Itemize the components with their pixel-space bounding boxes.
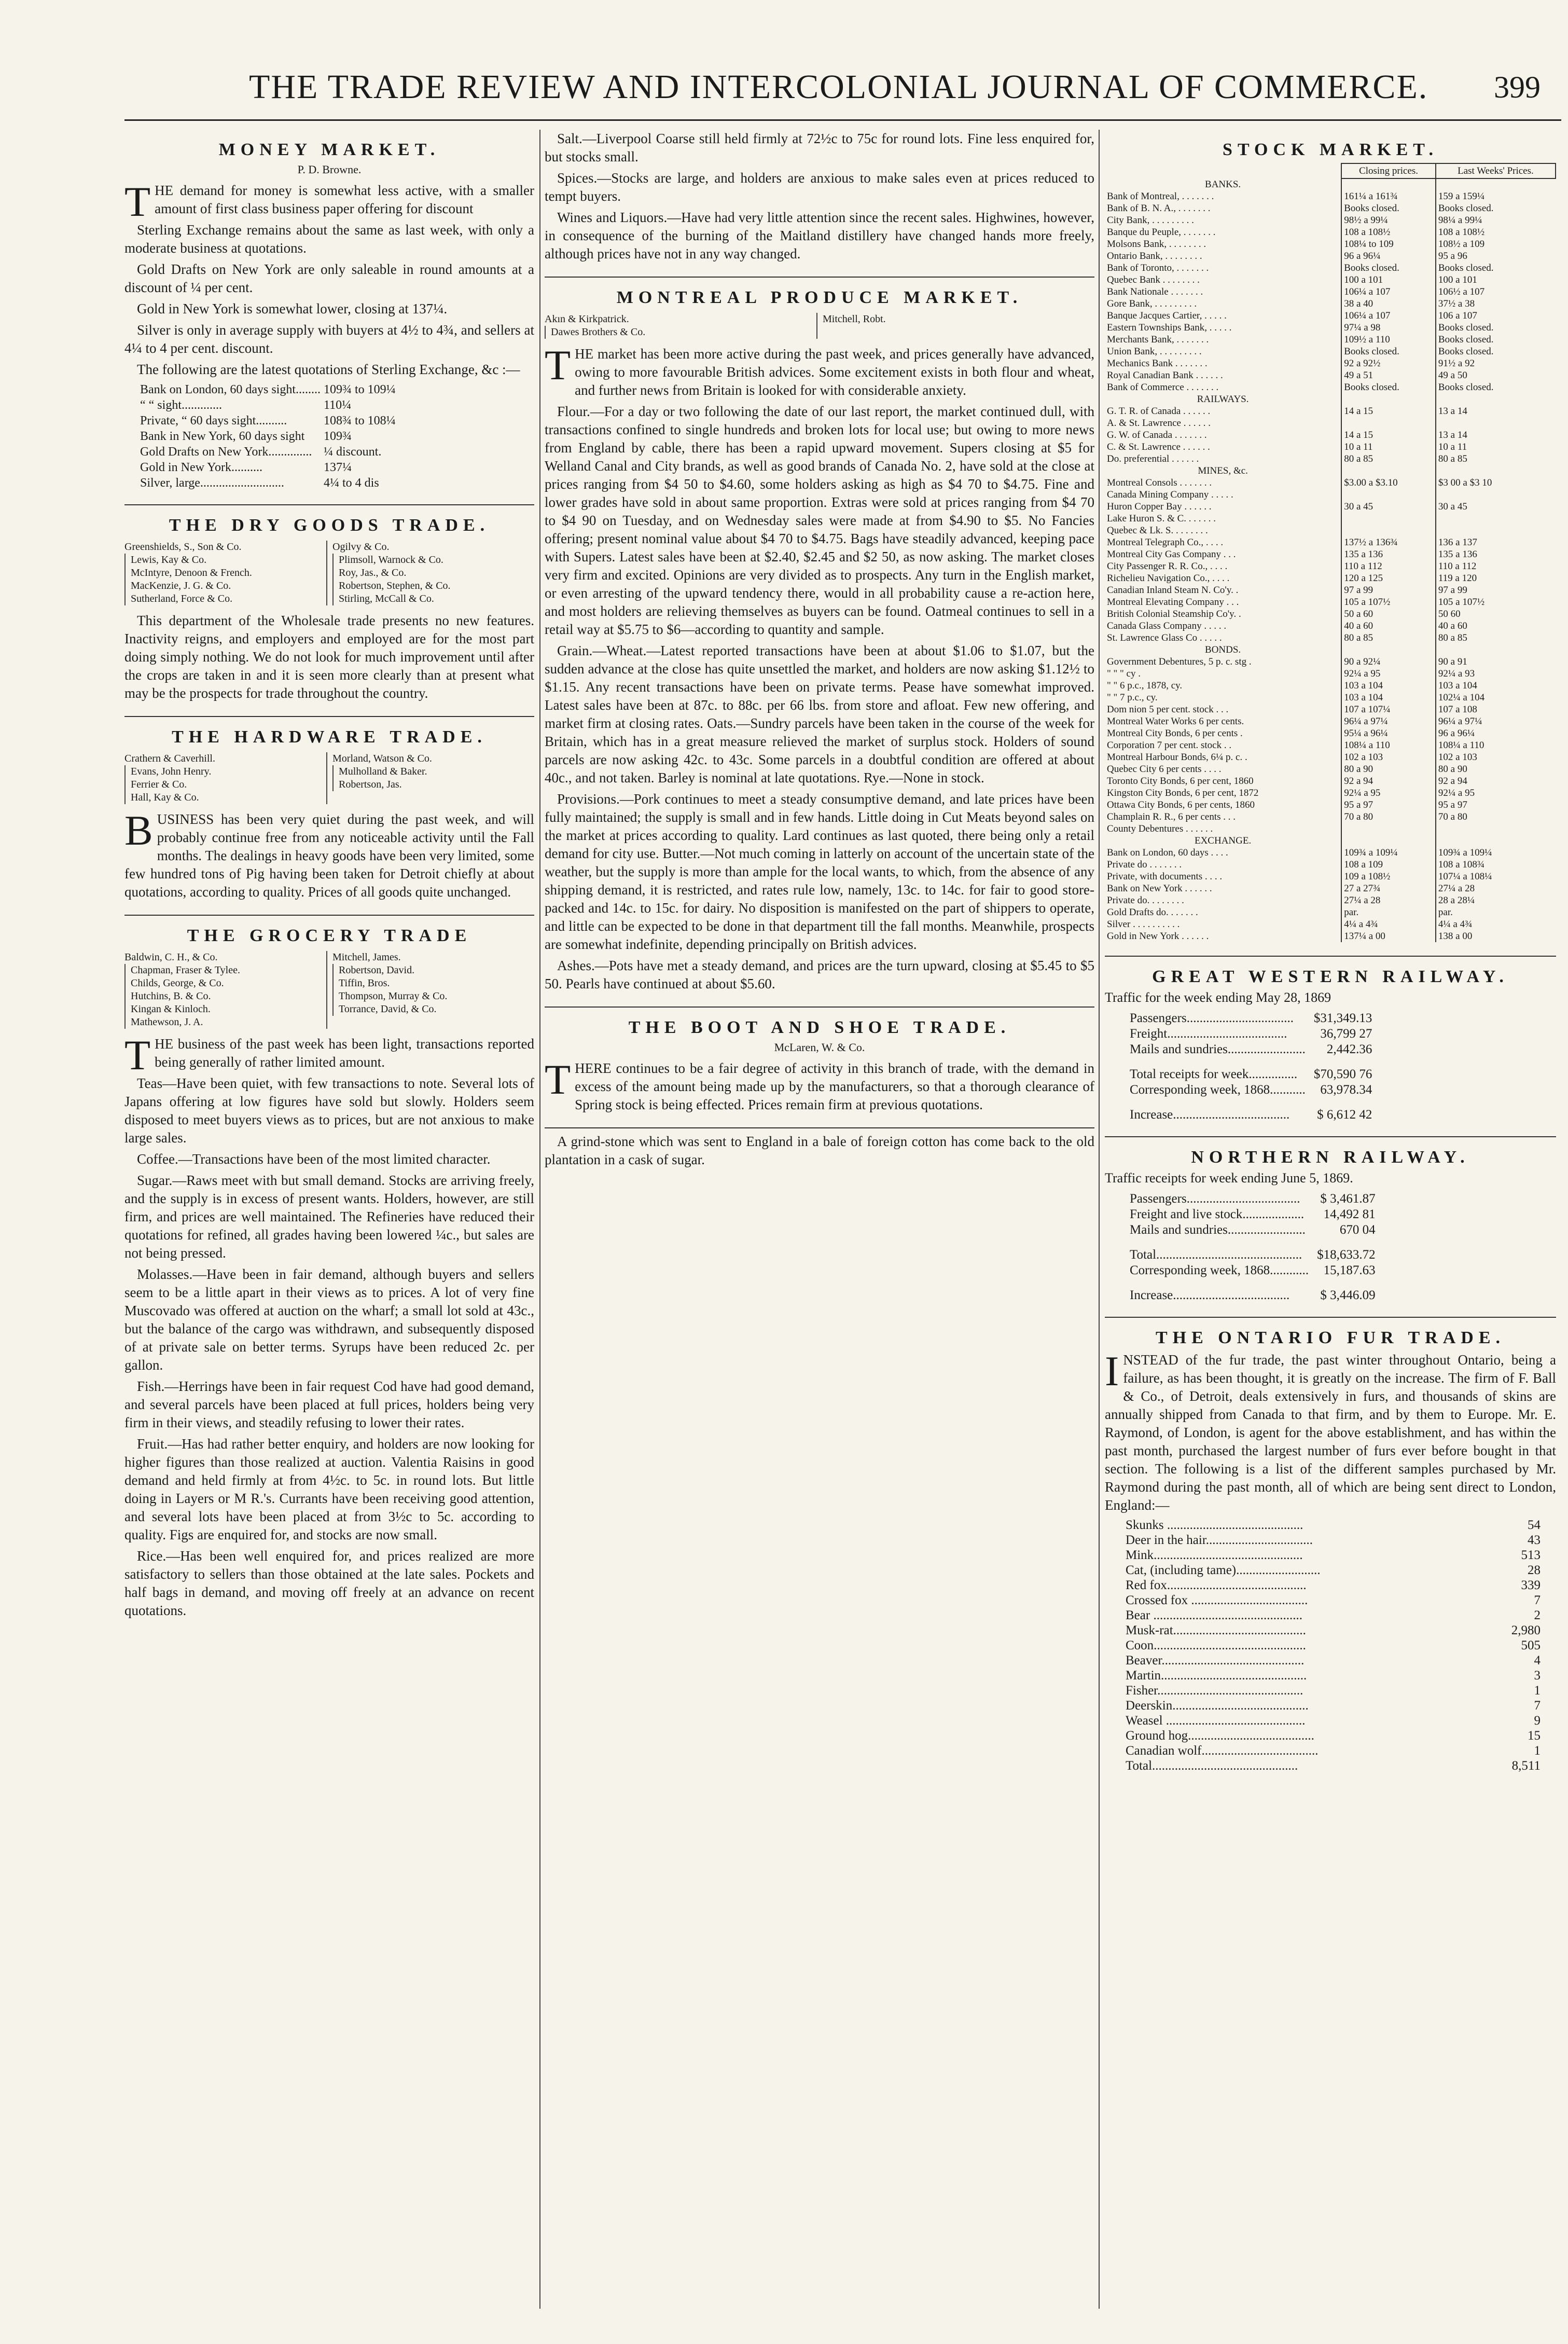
- table-row: Dom nion 5 per cent. stock . . . 107 a 107¼ 107 a 108: [1105, 704, 1556, 715]
- table-row: Canada Glass Company . . . . . 40 a 60 40 a 60: [1105, 620, 1556, 632]
- table-header-row: [1105, 163, 1556, 178]
- gwr-traffic-table: [1126, 1011, 1376, 1123]
- table-row: Mechanics Bank . . . . . . . 92 a 92½ 91½ a 92: [1105, 357, 1556, 369]
- table-row: City Bank, . . . . . . . . . 98½ a 99¼ 98¼ a 99¼: [1105, 214, 1556, 226]
- table-row: A. & St. Lawrence . . . . . .: [1105, 417, 1556, 429]
- table-row: Passengers................................... $ 3,461.87: [1130, 1192, 1376, 1206]
- section-rule: [545, 1127, 1094, 1128]
- table-row: Silver, large........................... 4¼ to 4 dis: [140, 476, 379, 490]
- table-row: Huron Copper Bay . . . . . . 30 a 45 30 a 45: [1105, 501, 1556, 513]
- table-row: Do. preferential . . . . . . 80 a 85 80 a 85: [1105, 453, 1556, 465]
- table-row: Montreal City Gas Company . . . 135 a 136 135 a 136: [1105, 548, 1556, 560]
- fur-trade-paragraph: INSTEAD of the fur trade, the past winter throughout Ontario, being a failure, as has been thought, it is greatly on the increase. The firm of F. Ball & Co., of Detroit, deals extensively in furs, and thousands of skins are annually shipped from Canada to that firm, and by them to Europe. Mr. E. Raymond, of London, is agent for the above establishment, and has within the past month, purchased the largest number of furs ever before bought in that section. The following is a list of the different samples purchased by Mr. Raymond during the past month, all of which are being sent direct to London, England:—: [1105, 1347, 1556, 1513]
- gwr-caption: Traffic for the week ending May 28, 1869: [1105, 990, 1331, 1005]
- table-row: Union Bank, . . . . . . . . . Books closed. Books closed.: [1105, 346, 1556, 357]
- table-row: Mails and sundries........................ 2,442.36: [1130, 1042, 1372, 1056]
- produce-paragraph: THE market has been more active during the past week, and prices generally have advanced, owing to more favourable British advices. Some excitement exists in both flour and wheat, and further news from Britain is looked for with considerable anxiety.: [545, 341, 1094, 398]
- table-row: Kingston City Bonds, 6 per cent, 1872 92¼ a 95 92¼ a 95: [1105, 787, 1556, 799]
- table-row: G. W. of Canada . . . . . . . 14 a 15 13 a 14: [1105, 429, 1556, 441]
- grocery-continued-paragraph: Wines and Liquors.—Have had very little attention since the recent sales. Highwines, however, in consequence of the burning of the Maitland distillery have changed hands more freely, although prices have not in any way changed.: [545, 210, 1094, 261]
- table-row: Silver . . . . . . . . . . 4¼ a 4¾ 4¼ a 4¾: [1105, 918, 1556, 930]
- list-item: Bear .............................................. 2: [1126, 1608, 1541, 1622]
- table-row: Eastern Townships Bank, . . . . . 97¼ a 98 Books closed.: [1105, 322, 1556, 334]
- table-row: “ “ sight............. 110¼: [140, 398, 352, 412]
- table-row: " " 7 p.c., cy. 103 a 104 102¼ a 104: [1105, 692, 1556, 704]
- fur-trade-title: THE ONTARIO FUR TRADE.: [1155, 1328, 1506, 1347]
- table-row: Gold Drafts do. . . . . . . par. par.: [1105, 906, 1556, 918]
- table-row: Montreal Harbour Bonds, 6¼ p. c. . 102 a 103 102 a 103: [1105, 751, 1556, 763]
- boot-shoe-paragraph: THERE continues to be a fair degree of activity in this branch of trade, with the demand in excess of the amount being made up by the manufacturers, so that a thorough clearance of Spring stock is being effected. Prices remain firm at previous quotations.: [545, 1056, 1094, 1112]
- table-row: Passengers................................. $31,349.13: [1130, 1011, 1372, 1025]
- money-market-paragraph: Silver is only in average supply with buyers at 4½ to 4¾, and sellers at 4¼ to 4 per cent. discount.: [124, 322, 534, 356]
- table-row: Gore Bank, . . . . . . . . . 38 a 40 37½ a 38: [1105, 298, 1556, 310]
- table-row: St. Lawrence Glass Co . . . . . 80 a 85 80 a 85: [1105, 632, 1556, 644]
- stock-category-row: BONDS.: [1105, 644, 1556, 656]
- grocery-paragraph: Coffee.—Transactions have been of the most limited character.: [137, 1151, 491, 1167]
- list-item: Skunks .......................................... 54: [1126, 1518, 1541, 1532]
- table-row: Bank of Montreal, . . . . . . . 161¼ a 161¾ 159 a 159¼: [1105, 190, 1556, 202]
- northern-caption: Traffic receipts for week ending June 5, 1869.: [1105, 1170, 1353, 1185]
- table-row: Corresponding week, 1868........... 63,978.34: [1130, 1083, 1372, 1097]
- boot-shoe-title: THE BOOT AND SHOE TRADE.: [628, 1018, 1011, 1037]
- table-row: " " " cy . 92¼ a 95 92¼ a 93: [1105, 668, 1556, 680]
- stock-market-title: STOCK MARKET.: [1223, 140, 1438, 159]
- section-rule: [124, 504, 534, 505]
- table-row: Private, “ 60 days sight.......... 108¾ to 108¼: [140, 414, 396, 428]
- table-row: Corporation 7 per cent. stock . . 108¼ a 110 108¼ a 110: [1105, 739, 1556, 751]
- column-2: [545, 130, 1094, 2324]
- money-market-paragraph: THE demand for money is somewhat less active, with a smaller amount of first class business paper offering for discount: [124, 178, 534, 225]
- stock-category-row: BANKS.: [1105, 178, 1556, 190]
- section-rule: [545, 277, 1094, 278]
- produce-paragraph: Grain.—Wheat.—Latest reported transactions have been at about $1.06 to $1.07, but the sudden advance at the close has quite unsettled the market, and holders are now asking $1.12½ to $1.15. Any recent transactions have been on private terms. Pease have somewhat improved. Latest sales have been at 87c. to 88c. per 66 lbs. from store and afloat. Few new offering, and market firm at closing rates. Oats.—Sundry parcels have been taken in the course of the week for Britain, which has in a great measure relieved the market of surplus stock. Holders of sound parcels are now asking 42c. to 43c. Some parcels in a doubtful condition are offered at about 40c., and not taken. Barley is nominal at late quotations. Rye.—None in stock.: [545, 643, 1094, 785]
- table-row: Bank of Toronto, . . . . . . . Books closed. Books closed.: [1105, 262, 1556, 274]
- grocery-title: THE GROCERY TRADE: [187, 926, 472, 945]
- northern-traffic-table: [1126, 1191, 1380, 1303]
- grocery-paragraph: Fruit.—Has had rather better enquiry, and holders are now looking for higher figures than those realized at auction. Valentia Raisins in good demand and held firmly at from 4½c. to 5c. in round lots. But little doing in Layers or M R.'s. Currants have been receiving good attention, and several lots have been placed at from 3½c to 5c. according to quality. Figs are enquired for, and stocks are now small.: [124, 1436, 534, 1542]
- produce-market-title: MONTREAL PRODUCE MARKET.: [616, 288, 1023, 307]
- table-row: Increase.................................... $ 6,612 42: [1130, 1108, 1372, 1122]
- table-row: Freight and live stock................... 14,492 81: [1130, 1207, 1376, 1221]
- table-row: Montreal Telegraph Co., . . . . 137½ a 136¾ 136 a 137: [1105, 536, 1556, 548]
- produce-paragraph: Provisions.—Pork continues to meet a steady consumptive demand, and late prices have been fully maintained; the supply is small and in few hands. Little doing in Cut Meats beyond sales on the market at prices according to quality. Lard continues as last quoted, there being only a retail demand for city use. Butter.—Not much coming in latterly on account of the uncertain state of the weather, but the supply is more than ample for the local wants, to which, from the absence of any shipping demand, it is restricted, and rates rule low, namely, 13c. to 14c. for fair to good store-packed and 14c. to 15c. for dairy. No disposition is manifested on the part of shippers to operate, and little can be expected to be done in that department till the fall months. Meanwhile, prospects are somewhat indefinite, depending principally on British advices.: [545, 791, 1094, 952]
- boot-shoe-byline: McLaren, W. & Co.: [774, 1041, 865, 1054]
- column-header-last-week: Last Weeks' Prices.: [1436, 163, 1556, 178]
- table-row: Royal Canadian Bank . . . . . . 49 a 51 49 a 50: [1105, 369, 1556, 381]
- list-item: Weasel ........................................... 9: [1126, 1714, 1541, 1728]
- table-row: British Colonial Steamship Co'y. . 50 a 60 50 60: [1105, 608, 1556, 620]
- table-row: Corresponding week, 1868............ 15,187.63: [1130, 1263, 1376, 1277]
- table-row: Banque Jacques Cartier, . . . . . 106¼ a 107 106 a 107: [1105, 310, 1556, 322]
- list-item: Crossed fox .................................... 7: [1126, 1593, 1541, 1607]
- table-row: Molsons Bank, . . . . . . . . 108¼ to 109 108½ a 109: [1105, 238, 1556, 250]
- table-row: Total receipts for week............... $70,590 76: [1130, 1067, 1372, 1081]
- section-rule: [124, 915, 534, 916]
- table-row: Total............................................. $18,633.72: [1130, 1248, 1376, 1262]
- column-3: [1105, 130, 1556, 2324]
- dry-goods-title: THE DRY GOODS TRADE.: [169, 516, 490, 535]
- produce-firms: Akın & Kirkpatrick. Dawes Brothers & Co. Mitchell, Robt.: [545, 313, 1094, 339]
- dry-goods-paragraph: This department of the Wholesale trade presents no new features. Inactivity reigns, and employers and employed are for the most part doing simply nothing. We do not look for much improvement until after the crops are taken in and it is seen more clearly than at present what may be the prospects for trade throughout the country.: [124, 613, 534, 701]
- table-row: Champlain R. R., 6 per cents . . . 70 a 80 70 a 80: [1105, 811, 1556, 823]
- table-row: Private do . . . . . . . 108 a 109 108 a 108¾: [1105, 859, 1556, 871]
- exchange-rates-table: [140, 382, 399, 491]
- grocery-paragraph: Fish.—Herrings have been in fair request Cod have had good demand, and several parcels have been placed at full prices, holders being very firm in their views, and steadily refusing to lower their rates.: [124, 1378, 534, 1430]
- table-row: Banque du Peuple, . . . . . . . 108 a 108½ 108 a 108½: [1105, 226, 1556, 238]
- list-item: Deerskin.......................................... 7: [1126, 1699, 1541, 1713]
- table-row: Gold in New York . . . . . . 137¼ a 00 138 a 00: [1105, 930, 1556, 942]
- table-row: Montreal Elevating Company . . . 105 a 107½ 105 a 107½: [1105, 596, 1556, 608]
- hardware-paragraph: BUSINESS has been very quiet during the past week, and will probably continue free from any noticeable activity until the Fall months. The dealings in heavy goods have been very limited, some few hundred tons of Pig having been taken for Detroit chiefly at about quotations, according to quality. Prices of all goods quite unchanged.: [124, 807, 534, 900]
- gwr-title: GREAT WESTERN RAILWAY.: [1152, 967, 1509, 986]
- page-header: [124, 62, 1561, 121]
- money-market-title: MONEY MARKET.: [218, 140, 440, 159]
- grocery-firms: Baldwin, C. H., & Co. Chapman, Fraser & Tylee. Childs, George, & Co. Hutchins, B. & Co. Kingan & Kinloch. Mathewson, J. A. Mitchell, James. Robertson, David. Tiffin, Bros. Thompson, Murray & Co. Torrance, David, & Co.: [124, 951, 534, 1029]
- grocery-paragraph: Molasses.—Have been in fair demand, although buyers and sellers seem to be a little apart in their views as to prices. A lot of very fine Muscovado was offered at auction on the wharf; a small lot sold at 43c., but the balance of the cargo was withdrawn, and subsequently disposed of at private sale on better terms. Syrups have been reduced 2c. per gallon.: [124, 1266, 534, 1373]
- money-market-paragraph: Sterling Exchange remains about the same as last week, with only a moderate business at quotations.: [124, 222, 534, 256]
- table-row: Richelieu Navigation Co., . . . . 120 a 125 119 a 120: [1105, 572, 1556, 584]
- stock-market-table: [1105, 163, 1556, 942]
- grocery-paragraph: THE business of the past week has been light, transactions reported being generally of rather limited amount.: [124, 1031, 534, 1079]
- grocery-paragraph: Teas—Have been quiet, with few transactions to note. Several lots of Japans offering at low figures have sold but slowly. Holders seem disposed to meet buyers views as to prices, but are not anxious to make large sales.: [124, 1076, 534, 1146]
- produce-paragraph: Flour.—For a day or two following the date of our last report, the market continued dull, with transactions confined to single hundreds and broken lots for local use; but owing to more news from England by cable, there has been a rapid upward movement. Supers closing at $5 for Welland Canal and City brands, as well as good brands of Canada No. 2, have sold at the close at prices ranging from $4 50 to $4.60, some holders asking as high as $4 70 to $4.75. Fine and lower grades have sold in about same proportion. Extras were sold at prices ranging from $4 70 to $4 90 on Tuesday, and on Wednesday sales were made at from $4.90 to $5. No Fancies offering; present nominal value about $4 70 to $4.75. Bags have steadily advanced, keeping pace with Supers. Latest sales have been at $2.40, $2.45 and $2 50, as now asking. The market closes very firm and excited. Opinions are very divided as to prospects. Any turn in the English market, or even arresting of the upward tendency there, would in all probability cause a re-action here, and most holders are relieving themselves as buyers can be found. Oatmeal continues to sell in a retail way at $5.75 to $6—according to quantity and sample.: [545, 404, 1094, 637]
- section-rule: [545, 1006, 1094, 1008]
- grocery-paragraph: Rice.—Has been well enquired for, and prices realized are more satisfactory to sellers than those obtained at the late sales. Pockets and half bags in demand, and moving off freely at an advance on recent quotations.: [124, 1548, 534, 1618]
- list-item: Martin............................................. 3: [1126, 1669, 1541, 1683]
- list-item: Mink.............................................. 513: [1126, 1548, 1541, 1562]
- table-row: Bank on New York . . . . . . 27 a 27¾ 27¼ a 28: [1105, 883, 1556, 894]
- table-row: Mails and sundries........................ 670 04: [1130, 1223, 1376, 1237]
- table-row: Freight..................................... 36,799 27: [1130, 1027, 1372, 1041]
- table-row: Bank of B. N. A., . . . . . . . Books closed. Books closed.: [1105, 202, 1556, 214]
- grocery-continued-paragraph: Spices.—Stocks are large, and holders are anxious to make sales even at prices reduced to tempt buyers.: [545, 170, 1094, 204]
- grocery-paragraph: Sugar.—Raws meet with but small demand. Stocks are arriving freely, and the supply is in excess of present wants. Holders, however, are still firm, and prices are well maintained. The Refineries have reduced their quotations for refined, all grades having been lowered ¼c., but sales are not being pressed.: [124, 1173, 534, 1261]
- column-header-closing: Closing prices.: [1341, 163, 1436, 178]
- list-item: Cat, (including tame).......................... 28: [1126, 1563, 1541, 1577]
- produce-paragraph: Ashes.—Pots have met a steady demand, and prices are the turn upward, closing at $5.45 to $5 50. Pearls have continued at about $5.60.: [545, 958, 1094, 991]
- journal-title: THE TRADE REVIEW AND INTERCOLONIAL JOURNAL OF COMMERCE.: [249, 68, 1428, 106]
- table-row: City Passenger R. R. Co., . . . . 110 a 112 110 a 112: [1105, 560, 1556, 572]
- table-row: Private, with documents . . . . 109 a 108½ 107¼ a 108¼: [1105, 871, 1556, 883]
- table-row: Ottawa City Bonds, 6 per cents, 1860 95 a 97 95 a 97: [1105, 799, 1556, 811]
- table-row: Merchants Bank, . . . . . . . 109½ a 110 Books closed.: [1105, 334, 1556, 346]
- table-row: County Debentures . . . . . .: [1105, 823, 1556, 835]
- stock-category-row: EXCHANGE.: [1105, 835, 1556, 847]
- table-row: Quebec & Lk. S. . . . . . . .: [1105, 525, 1556, 536]
- column-rule: [1099, 130, 1100, 2309]
- list-item: Beaver............................................ 4: [1126, 1653, 1541, 1667]
- section-rule: [1105, 1317, 1556, 1318]
- list-item: Deer in the hair................................. 43: [1126, 1533, 1541, 1547]
- section-rule: [1105, 956, 1556, 957]
- hardware-title: THE HARDWARE TRADE.: [172, 727, 487, 747]
- column-1: [124, 130, 534, 2324]
- table-row: " " 6 p.c., 1878, cy. 103 a 104 103 a 104: [1105, 680, 1556, 692]
- list-item: Total............................................. 8,511: [1126, 1759, 1541, 1773]
- list-item: Coon............................................... 505: [1126, 1638, 1541, 1652]
- section-rule: [1105, 1136, 1556, 1137]
- table-header-blank: [1105, 163, 1341, 178]
- table-row: Montreal Water Works 6 per cents. 96¼ a 97¼ 96¼ a 97¼: [1105, 715, 1556, 727]
- table-row: Bank of Commerce . . . . . . . Books closed. Books closed.: [1105, 381, 1556, 393]
- list-item: Red fox........................................... 339: [1126, 1578, 1541, 1592]
- table-row: Increase.................................... $ 3,446.09: [1130, 1288, 1376, 1302]
- table-row: Quebec City 6 per cents . . . . 80 a 90 80 a 90: [1105, 763, 1556, 775]
- table-row: Montreal Consols . . . . . . . $3.00 a $3.10 $3 00 a $3 10: [1105, 477, 1556, 489]
- table-row: Bank on London, 60 days sight........ 109¾ to 109¼: [140, 383, 396, 396]
- dry-goods-firms: Greenshields, S., Son & Co. Lewis, Kay & Co. McIntyre, Denoon & French. MacKenzie, J. G. & Co. Sutherland, Force & Co. Ogilvy & Co. Plimsoll, Warnock & Co. Roy, Jas., & Co. Robertson, Stephen, & Co. Stirling, McCall & Co.: [124, 541, 534, 605]
- table-row: Canadian Inland Steam N. Co'y. . 97 a 99 97 a 99: [1105, 584, 1556, 596]
- table-row: Bank in New York, 60 days sight 109¾: [140, 430, 352, 443]
- table-row: G. T. R. of Canada . . . . . . 14 a 15 13 a 14: [1105, 405, 1556, 417]
- page-number: 399: [1494, 70, 1541, 104]
- table-row: Lake Huron S. & C. . . . . . .: [1105, 513, 1556, 525]
- list-item: Canadian wolf.................................... 1: [1126, 1744, 1541, 1758]
- table-row: Canada Mining Company . . . . .: [1105, 489, 1556, 501]
- table-row: Montreal City Bonds, 6 per cents . 95¼ a 96¼ 96 a 96¼: [1105, 727, 1556, 739]
- column-rule: [539, 130, 540, 2309]
- hardware-firms: Crathern & Caverhill. Evans, John Henry. Ferrier & Co. Hall, Kay & Co. Morland, Watson & Co. Mulholland & Baker. Robertson, Jas.: [124, 752, 534, 804]
- list-item: Ground hog....................................... 15: [1126, 1729, 1541, 1743]
- table-row: Government Debentures, 5 p. c. stg . 90 a 92¼ 90 a 91: [1105, 656, 1556, 668]
- money-market-byline: P. D. Browne.: [297, 163, 362, 176]
- list-item: Fisher............................................. 1: [1126, 1684, 1541, 1698]
- list-item: Musk-rat......................................... 2,980: [1126, 1623, 1541, 1637]
- northern-title: NORTHERN RAILWAY.: [1191, 1148, 1470, 1167]
- section-rule: [124, 716, 534, 717]
- table-row: C. & St. Lawrence . . . . . . 10 a 11 10 a 11: [1105, 441, 1556, 453]
- table-row: Ontario Bank, . . . . . . . . 96 a 96¼ 95 a 96: [1105, 250, 1556, 262]
- table-row: Bank Nationale . . . . . . . 106¼ a 107 106½ a 107: [1105, 286, 1556, 298]
- table-row: Private do. . . . . . . . 27¼ a 28 28 a 28¼: [1105, 894, 1556, 906]
- table-row: Quebec Bank . . . . . . . . 100 a 101 100 a 101: [1105, 274, 1556, 286]
- stock-category-row: MINES, &c.: [1105, 465, 1556, 477]
- table-row: Bank on London, 60 days . . . . 109¾ a 109¼ 109¾ a 109¼: [1105, 847, 1556, 859]
- anecdote-paragraph: A grind-stone which was sent to England in a bale of foreign cotton has come back to the old plantation in a cask of sugar.: [545, 1134, 1094, 1167]
- money-market-paragraph: Gold Drafts on New York are only saleable in round amounts at a discount of ¼ per cent.: [124, 261, 534, 295]
- stock-category-row: RAILWAYS.: [1105, 393, 1556, 405]
- money-market-paragraph: Gold in New York is somewhat lower, closing at 137¼.: [137, 301, 448, 316]
- table-row: Toronto City Bonds, 6 per cent, 1860 92 a 94 92 a 94: [1105, 775, 1556, 787]
- fur-list-table: [1126, 1518, 1541, 1773]
- table-row: Gold in New York.......... 137¼: [140, 461, 352, 474]
- table-row: Gold Drafts on New York.............. ¼ discount.: [140, 445, 382, 459]
- grocery-continued-paragraph: Salt.—Liverpool Coarse still held firmly at 72½c to 75c for round lots. Fine less enquired for, but stocks small.: [545, 131, 1094, 164]
- money-market-paragraph: The following are the latest quotations of Sterling Exchange, &c :—: [137, 362, 520, 377]
